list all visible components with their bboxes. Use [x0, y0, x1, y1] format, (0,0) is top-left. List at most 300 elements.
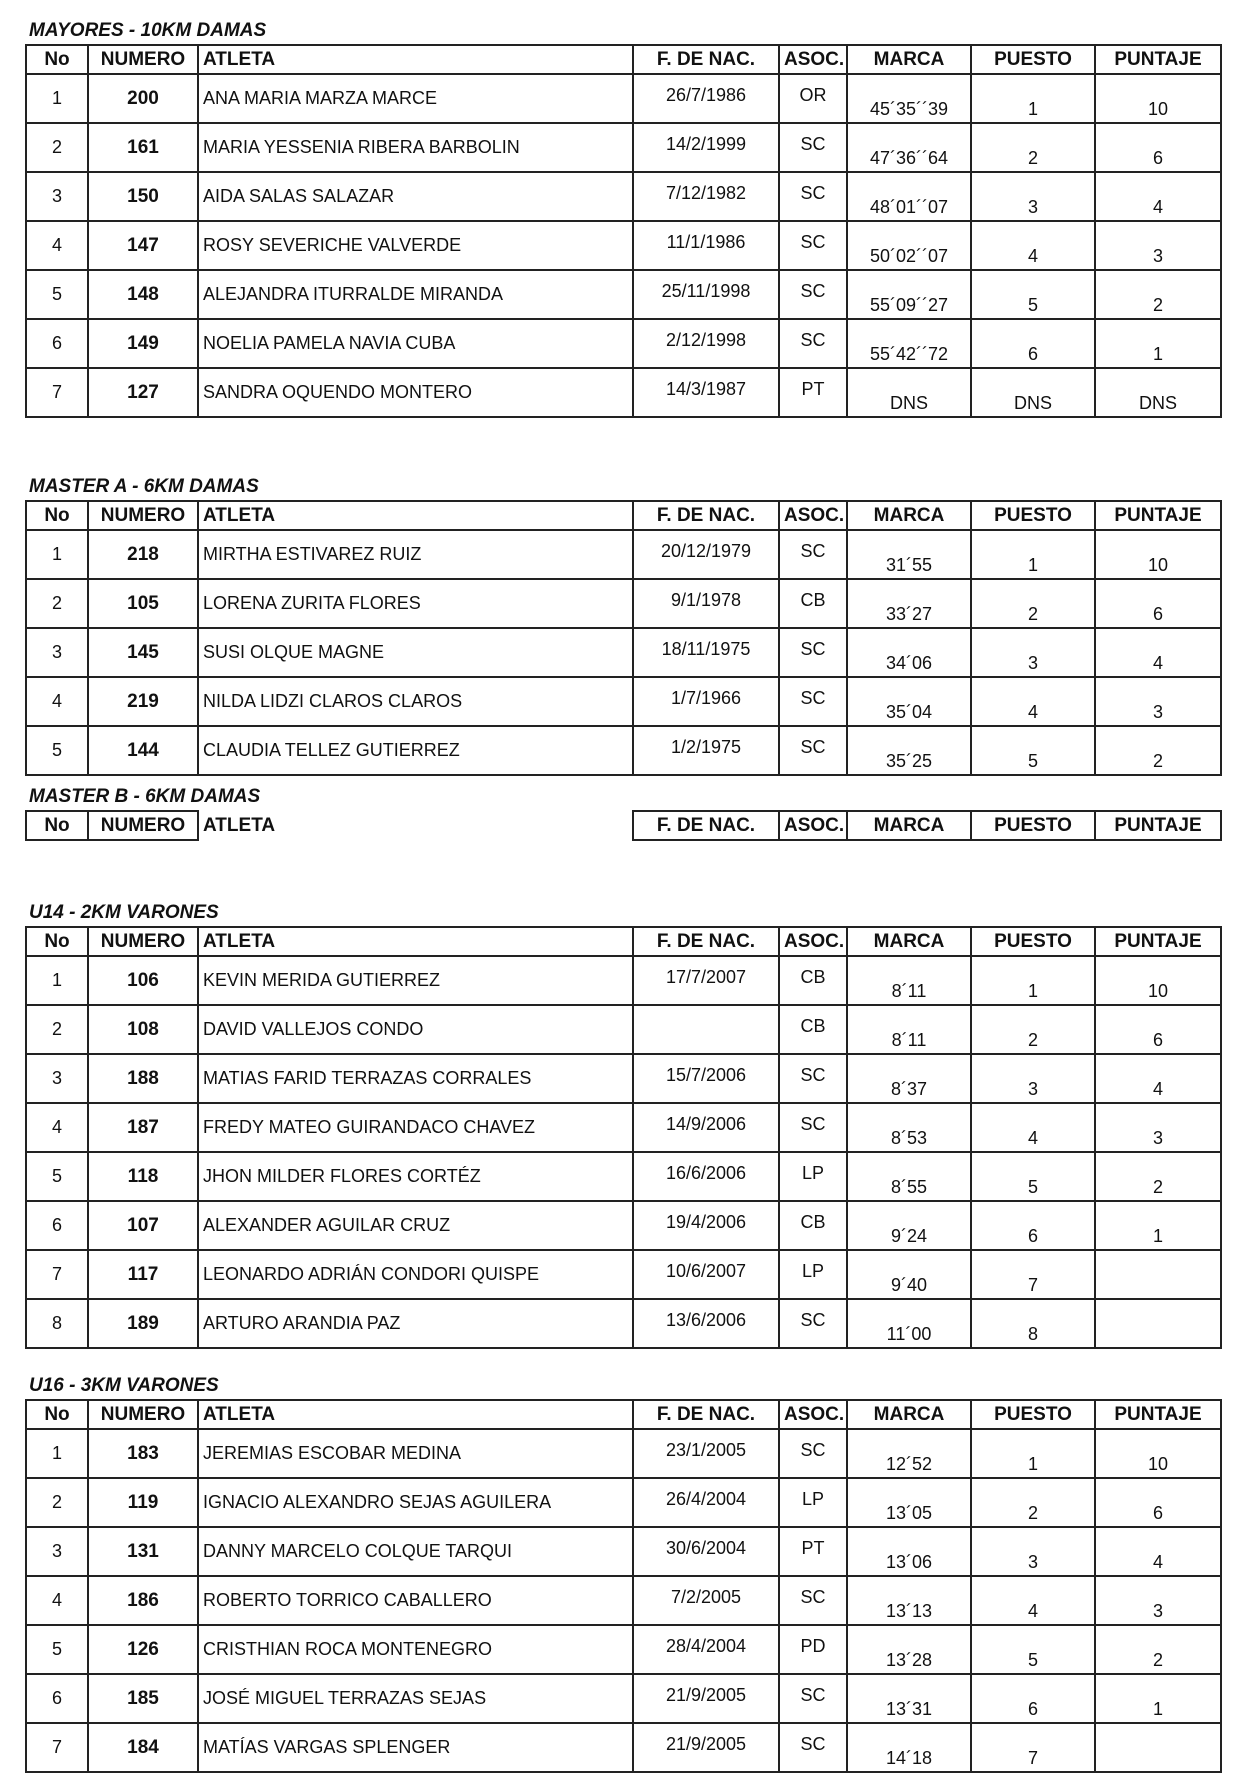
cell-fnac: 26/7/1986	[633, 74, 779, 123]
cell-puesto: 5	[971, 1625, 1095, 1674]
col-header-puntaje: PUNTAJE	[1095, 927, 1221, 956]
cell-atleta: ALEXANDER AGUILAR CRUZ	[198, 1201, 633, 1250]
cell-puntaje: 2	[1095, 1152, 1221, 1201]
cell-fnac: 21/9/2005	[633, 1674, 779, 1723]
cell-fnac: 30/6/2004	[633, 1527, 779, 1576]
cell-atleta: ANA MARIA MARZA MARCE	[198, 74, 633, 123]
cell-asoc: LP	[779, 1250, 847, 1299]
cell-atleta: ARTURO ARANDIA PAZ	[198, 1299, 633, 1348]
cell-puesto: 2	[971, 579, 1095, 628]
cell-atleta: JEREMIAS ESCOBAR MEDINA	[198, 1429, 633, 1478]
col-header-puesto: PUESTO	[971, 45, 1095, 74]
cell-asoc: SC	[779, 172, 847, 221]
cell-atleta: MATIAS FARID TERRAZAS CORRALES	[198, 1054, 633, 1103]
cell-atleta: SUSI OLQUE MAGNE	[198, 628, 633, 677]
cell-fnac: 14/9/2006	[633, 1103, 779, 1152]
cell-atleta: MATÍAS VARGAS SPLENGER	[198, 1723, 633, 1772]
cell-no: 4	[26, 1103, 88, 1152]
section-title: MASTER B - 6KM DAMAS	[29, 786, 261, 807]
cell-numero: 218	[88, 530, 198, 579]
cell-puesto: 7	[971, 1723, 1095, 1772]
col-header-atleta: ATLETA	[198, 811, 633, 840]
table-row	[26, 1054, 1221, 1103]
col-header-marca: MARCA	[847, 45, 971, 74]
table-row	[26, 1103, 1221, 1152]
cell-numero: 127	[88, 368, 198, 417]
cell-numero: 117	[88, 1250, 198, 1299]
col-header-asoc: ASOC.	[779, 811, 847, 840]
cell-fnac: 26/4/2004	[633, 1478, 779, 1527]
cell-marca: 9´24	[847, 1201, 971, 1250]
section-title: U14 - 2KM VARONES	[29, 902, 219, 923]
cell-no: 7	[26, 368, 88, 417]
section	[25, 20, 1220, 418]
cell-fnac: 25/11/1998	[633, 270, 779, 319]
cell-no: 7	[26, 1250, 88, 1299]
cell-puesto: 6	[971, 1201, 1095, 1250]
col-header-fnac: F. DE NAC.	[633, 45, 779, 74]
cell-marca: 13´31	[847, 1674, 971, 1723]
table-row	[26, 1625, 1221, 1674]
cell-puesto: 3	[971, 172, 1095, 221]
col-header-puntaje: PUNTAJE	[1095, 1400, 1221, 1429]
cell-numero: 184	[88, 1723, 198, 1772]
cell-fnac: 9/1/1978	[633, 579, 779, 628]
cell-no: 3	[26, 172, 88, 221]
cell-puntaje: 6	[1095, 579, 1221, 628]
cell-atleta: SANDRA OQUENDO MONTERO	[198, 368, 633, 417]
cell-marca: 31´55	[847, 530, 971, 579]
table-row	[26, 1527, 1221, 1576]
cell-puntaje: 4	[1095, 172, 1221, 221]
cell-puesto: 4	[971, 1103, 1095, 1152]
table-row	[26, 319, 1221, 368]
table-row	[26, 628, 1221, 677]
cell-marca: 13´05	[847, 1478, 971, 1527]
cell-atleta: MIRTHA ESTIVAREZ RUIZ	[198, 530, 633, 579]
cell-fnac: 11/1/1986	[633, 221, 779, 270]
cell-puntaje	[1095, 1723, 1221, 1772]
col-header-marca: MARCA	[847, 927, 971, 956]
cell-fnac: 14/3/1987	[633, 368, 779, 417]
cell-marca: 12´52	[847, 1429, 971, 1478]
cell-no: 5	[26, 1625, 88, 1674]
cell-puntaje: 6	[1095, 123, 1221, 172]
cell-puntaje: 2	[1095, 1625, 1221, 1674]
cell-asoc: SC	[779, 123, 847, 172]
cell-marca: 48´01´´07	[847, 172, 971, 221]
table-row	[26, 530, 1221, 579]
cell-puesto: 1	[971, 530, 1095, 579]
col-header-numero: NUMERO	[88, 45, 198, 74]
col-header-puntaje: PUNTAJE	[1095, 501, 1221, 530]
cell-fnac: 1/2/1975	[633, 726, 779, 775]
cell-asoc: LP	[779, 1478, 847, 1527]
results-table	[25, 500, 1222, 776]
cell-marca: 8´37	[847, 1054, 971, 1103]
col-header-puntaje: PUNTAJE	[1095, 811, 1221, 840]
cell-numero: 118	[88, 1152, 198, 1201]
col-header-numero: NUMERO	[88, 501, 198, 530]
cell-asoc: SC	[779, 319, 847, 368]
cell-puntaje: 6	[1095, 1478, 1221, 1527]
cell-fnac: 23/1/2005	[633, 1429, 779, 1478]
cell-puesto: 2	[971, 1478, 1095, 1527]
cell-no: 2	[26, 123, 88, 172]
cell-puesto: 2	[971, 123, 1095, 172]
cell-fnac: 17/7/2007	[633, 956, 779, 1005]
col-header-no: No	[26, 501, 88, 530]
cell-numero: 148	[88, 270, 198, 319]
cell-atleta: CRISTHIAN ROCA MONTENEGRO	[198, 1625, 633, 1674]
table-row	[26, 1005, 1221, 1054]
col-header-marca: MARCA	[847, 811, 971, 840]
col-header-no: No	[26, 45, 88, 74]
cell-atleta: JHON MILDER FLORES CORTÉZ	[198, 1152, 633, 1201]
cell-numero: 149	[88, 319, 198, 368]
cell-atleta: ALEJANDRA ITURRALDE MIRANDA	[198, 270, 633, 319]
cell-fnac: 7/12/1982	[633, 172, 779, 221]
cell-puntaje: 2	[1095, 726, 1221, 775]
col-header-numero: NUMERO	[88, 927, 198, 956]
section-title: U16 - 3KM VARONES	[29, 1375, 219, 1396]
cell-puntaje: 4	[1095, 628, 1221, 677]
cell-atleta: JOSÉ MIGUEL TERRAZAS SEJAS	[198, 1674, 633, 1723]
cell-numero: 188	[88, 1054, 198, 1103]
cell-no: 1	[26, 74, 88, 123]
cell-puntaje: DNS	[1095, 368, 1221, 417]
cell-asoc: SC	[779, 1674, 847, 1723]
cell-numero: 161	[88, 123, 198, 172]
cell-marca: 9´40	[847, 1250, 971, 1299]
section-title: MASTER A - 6KM DAMAS	[29, 476, 259, 497]
cell-fnac: 14/2/1999	[633, 123, 779, 172]
cell-asoc: SC	[779, 1723, 847, 1772]
cell-asoc: CB	[779, 956, 847, 1005]
cell-fnac: 7/2/2005	[633, 1576, 779, 1625]
cell-marca: 8´11	[847, 1005, 971, 1054]
cell-marca: 34´06	[847, 628, 971, 677]
cell-no: 5	[26, 1152, 88, 1201]
cell-asoc: PD	[779, 1625, 847, 1674]
cell-marca: 8´53	[847, 1103, 971, 1152]
col-header-no: No	[26, 1400, 88, 1429]
table-row	[26, 74, 1221, 123]
cell-asoc: SC	[779, 628, 847, 677]
cell-asoc: SC	[779, 1429, 847, 1478]
cell-puntaje: 1	[1095, 1201, 1221, 1250]
cell-puntaje: 10	[1095, 956, 1221, 1005]
cell-no: 6	[26, 1674, 88, 1723]
col-header-fnac: F. DE NAC.	[633, 1400, 779, 1429]
cell-asoc: SC	[779, 1576, 847, 1625]
col-header-numero: NUMERO	[88, 811, 198, 840]
cell-fnac: 13/6/2006	[633, 1299, 779, 1348]
table-row	[26, 123, 1221, 172]
cell-atleta: FREDY MATEO GUIRANDACO CHAVEZ	[198, 1103, 633, 1152]
col-header-fnac: F. DE NAC.	[633, 501, 779, 530]
cell-no: 6	[26, 319, 88, 368]
table-row	[26, 172, 1221, 221]
cell-no: 4	[26, 1576, 88, 1625]
cell-fnac: 10/6/2007	[633, 1250, 779, 1299]
col-header-no: No	[26, 811, 88, 840]
cell-puesto: 6	[971, 319, 1095, 368]
col-header-fnac: F. DE NAC.	[633, 811, 779, 840]
cell-atleta: DANNY MARCELO COLQUE TARQUI	[198, 1527, 633, 1576]
cell-puesto: 3	[971, 628, 1095, 677]
cell-puntaje: 4	[1095, 1527, 1221, 1576]
results-table	[25, 926, 1222, 1349]
cell-no: 1	[26, 1429, 88, 1478]
col-header-atleta: ATLETA	[198, 501, 633, 530]
cell-puesto: 8	[971, 1299, 1095, 1348]
cell-atleta: IGNACIO ALEXANDRO SEJAS AGUILERA	[198, 1478, 633, 1527]
table-row	[26, 270, 1221, 319]
cell-no: 2	[26, 579, 88, 628]
cell-puesto: 7	[971, 1250, 1095, 1299]
cell-puntaje: 1	[1095, 1674, 1221, 1723]
cell-puntaje: 3	[1095, 1103, 1221, 1152]
cell-atleta: ROBERTO TORRICO CABALLERO	[198, 1576, 633, 1625]
cell-atleta: NILDA LIDZI CLAROS CLAROS	[198, 677, 633, 726]
cell-marca: 33´27	[847, 579, 971, 628]
cell-puesto: 6	[971, 1674, 1095, 1723]
cell-fnac	[633, 1005, 779, 1054]
header-row	[26, 501, 1221, 530]
col-header-asoc: ASOC.	[779, 45, 847, 74]
section-title: MAYORES - 10KM DAMAS	[29, 20, 267, 41]
cell-puesto: 4	[971, 677, 1095, 726]
results-table	[25, 810, 1222, 841]
cell-marca: 14´18	[847, 1723, 971, 1772]
table-row	[26, 1429, 1221, 1478]
col-header-puntaje: PUNTAJE	[1095, 45, 1221, 74]
cell-numero: 185	[88, 1674, 198, 1723]
table-row	[26, 1152, 1221, 1201]
cell-asoc: PT	[779, 368, 847, 417]
col-header-numero: NUMERO	[88, 1400, 198, 1429]
cell-marca: 47´36´´64	[847, 123, 971, 172]
cell-marca: 11´00	[847, 1299, 971, 1348]
section	[25, 1375, 1220, 1773]
table-row	[26, 1674, 1221, 1723]
cell-puntaje: 6	[1095, 1005, 1221, 1054]
cell-marca: 13´06	[847, 1527, 971, 1576]
col-header-atleta: ATLETA	[198, 1400, 633, 1429]
cell-atleta: KEVIN MERIDA GUTIERREZ	[198, 956, 633, 1005]
cell-puesto: 1	[971, 956, 1095, 1005]
cell-atleta: MARIA YESSENIA RIBERA BARBOLIN	[198, 123, 633, 172]
cell-no: 7	[26, 1723, 88, 1772]
header-row	[26, 927, 1221, 956]
results-table	[25, 1399, 1222, 1773]
table-row	[26, 726, 1221, 775]
table-row	[26, 579, 1221, 628]
cell-no: 4	[26, 221, 88, 270]
cell-atleta: LORENA ZURITA FLORES	[198, 579, 633, 628]
col-header-puesto: PUESTO	[971, 811, 1095, 840]
col-header-asoc: ASOC.	[779, 1400, 847, 1429]
cell-no: 3	[26, 628, 88, 677]
cell-puntaje	[1095, 1250, 1221, 1299]
cell-asoc: PT	[779, 1527, 847, 1576]
cell-asoc: SC	[779, 677, 847, 726]
cell-numero: 106	[88, 956, 198, 1005]
col-header-fnac: F. DE NAC.	[633, 927, 779, 956]
cell-puntaje: 10	[1095, 530, 1221, 579]
cell-puesto: 5	[971, 726, 1095, 775]
cell-atleta: CLAUDIA TELLEZ GUTIERREZ	[198, 726, 633, 775]
cell-puntaje	[1095, 1299, 1221, 1348]
section	[25, 476, 1220, 776]
cell-asoc: SC	[779, 1299, 847, 1348]
cell-marca: 13´13	[847, 1576, 971, 1625]
cell-puntaje: 10	[1095, 74, 1221, 123]
cell-fnac: 16/6/2006	[633, 1152, 779, 1201]
cell-atleta: AIDA SALAS SALAZAR	[198, 172, 633, 221]
cell-numero: 119	[88, 1478, 198, 1527]
cell-puesto: 5	[971, 1152, 1095, 1201]
cell-no: 1	[26, 956, 88, 1005]
cell-fnac: 18/11/1975	[633, 628, 779, 677]
cell-fnac: 1/7/1966	[633, 677, 779, 726]
cell-puesto: DNS	[971, 368, 1095, 417]
results-table	[25, 44, 1222, 418]
cell-puesto: 1	[971, 74, 1095, 123]
cell-atleta: DAVID VALLEJOS CONDO	[198, 1005, 633, 1054]
col-header-puesto: PUESTO	[971, 501, 1095, 530]
cell-numero: 200	[88, 74, 198, 123]
cell-no: 4	[26, 677, 88, 726]
cell-puntaje: 2	[1095, 270, 1221, 319]
cell-no: 3	[26, 1054, 88, 1103]
cell-asoc: SC	[779, 726, 847, 775]
cell-asoc: CB	[779, 1005, 847, 1054]
cell-no: 6	[26, 1201, 88, 1250]
col-header-puesto: PUESTO	[971, 1400, 1095, 1429]
cell-puesto: 4	[971, 1576, 1095, 1625]
cell-puesto: 3	[971, 1054, 1095, 1103]
cell-numero: 183	[88, 1429, 198, 1478]
cell-marca: 13´28	[847, 1625, 971, 1674]
cell-numero: 131	[88, 1527, 198, 1576]
cell-puesto: 1	[971, 1429, 1095, 1478]
cell-numero: 144	[88, 726, 198, 775]
header-row	[26, 1400, 1221, 1429]
cell-fnac: 19/4/2006	[633, 1201, 779, 1250]
cell-asoc: SC	[779, 221, 847, 270]
cell-puntaje: 1	[1095, 319, 1221, 368]
cell-numero: 150	[88, 172, 198, 221]
col-header-marca: MARCA	[847, 501, 971, 530]
table-row	[26, 1201, 1221, 1250]
table-row	[26, 956, 1221, 1005]
cell-puntaje: 3	[1095, 677, 1221, 726]
cell-no: 2	[26, 1005, 88, 1054]
cell-marca: 8´55	[847, 1152, 971, 1201]
cell-puesto: 3	[971, 1527, 1095, 1576]
header-row	[26, 45, 1221, 74]
cell-numero: 189	[88, 1299, 198, 1348]
cell-numero: 107	[88, 1201, 198, 1250]
cell-atleta: LEONARDO ADRIÁN CONDORI QUISPE	[198, 1250, 633, 1299]
cell-asoc: CB	[779, 1201, 847, 1250]
cell-no: 8	[26, 1299, 88, 1348]
table-row	[26, 1250, 1221, 1299]
cell-puntaje: 3	[1095, 1576, 1221, 1625]
cell-puesto: 4	[971, 221, 1095, 270]
cell-puntaje: 10	[1095, 1429, 1221, 1478]
table-row	[26, 1723, 1221, 1772]
cell-no: 5	[26, 270, 88, 319]
section	[25, 902, 1220, 1349]
cell-fnac: 2/12/1998	[633, 319, 779, 368]
cell-fnac: 20/12/1979	[633, 530, 779, 579]
cell-puntaje: 3	[1095, 221, 1221, 270]
table-row	[26, 1478, 1221, 1527]
cell-numero: 126	[88, 1625, 198, 1674]
cell-atleta: NOELIA PAMELA NAVIA CUBA	[198, 319, 633, 368]
cell-marca: 45´35´´39	[847, 74, 971, 123]
cell-fnac: 15/7/2006	[633, 1054, 779, 1103]
cell-numero: 105	[88, 579, 198, 628]
cell-no: 1	[26, 530, 88, 579]
cell-puntaje: 4	[1095, 1054, 1221, 1103]
table-row	[26, 221, 1221, 270]
cell-marca: 55´09´´27	[847, 270, 971, 319]
cell-numero: 108	[88, 1005, 198, 1054]
cell-asoc: CB	[779, 579, 847, 628]
col-header-asoc: ASOC.	[779, 927, 847, 956]
cell-asoc: SC	[779, 530, 847, 579]
cell-marca: 55´42´´72	[847, 319, 971, 368]
cell-no: 3	[26, 1527, 88, 1576]
cell-puesto: 2	[971, 1005, 1095, 1054]
col-header-atleta: ATLETA	[198, 45, 633, 74]
cell-atleta: ROSY SEVERICHE VALVERDE	[198, 221, 633, 270]
cell-numero: 219	[88, 677, 198, 726]
cell-marca: DNS	[847, 368, 971, 417]
cell-no: 5	[26, 726, 88, 775]
col-header-no: No	[26, 927, 88, 956]
cell-asoc: SC	[779, 1054, 847, 1103]
table-row	[26, 677, 1221, 726]
table-row	[26, 1299, 1221, 1348]
cell-fnac: 28/4/2004	[633, 1625, 779, 1674]
col-header-asoc: ASOC.	[779, 501, 847, 530]
section	[25, 786, 1220, 841]
cell-numero: 145	[88, 628, 198, 677]
cell-no: 2	[26, 1478, 88, 1527]
cell-marca: 35´04	[847, 677, 971, 726]
col-header-marca: MARCA	[847, 1400, 971, 1429]
table-row	[26, 368, 1221, 417]
col-header-puesto: PUESTO	[971, 927, 1095, 956]
cell-asoc: LP	[779, 1152, 847, 1201]
table-row	[26, 1576, 1221, 1625]
cell-marca: 50´02´´07	[847, 221, 971, 270]
cell-fnac: 21/9/2005	[633, 1723, 779, 1772]
cell-puesto: 5	[971, 270, 1095, 319]
cell-numero: 187	[88, 1103, 198, 1152]
col-header-atleta: ATLETA	[198, 927, 633, 956]
cell-numero: 147	[88, 221, 198, 270]
cell-asoc: SC	[779, 1103, 847, 1152]
header-row	[26, 811, 1221, 840]
cell-numero: 186	[88, 1576, 198, 1625]
cell-asoc: SC	[779, 270, 847, 319]
